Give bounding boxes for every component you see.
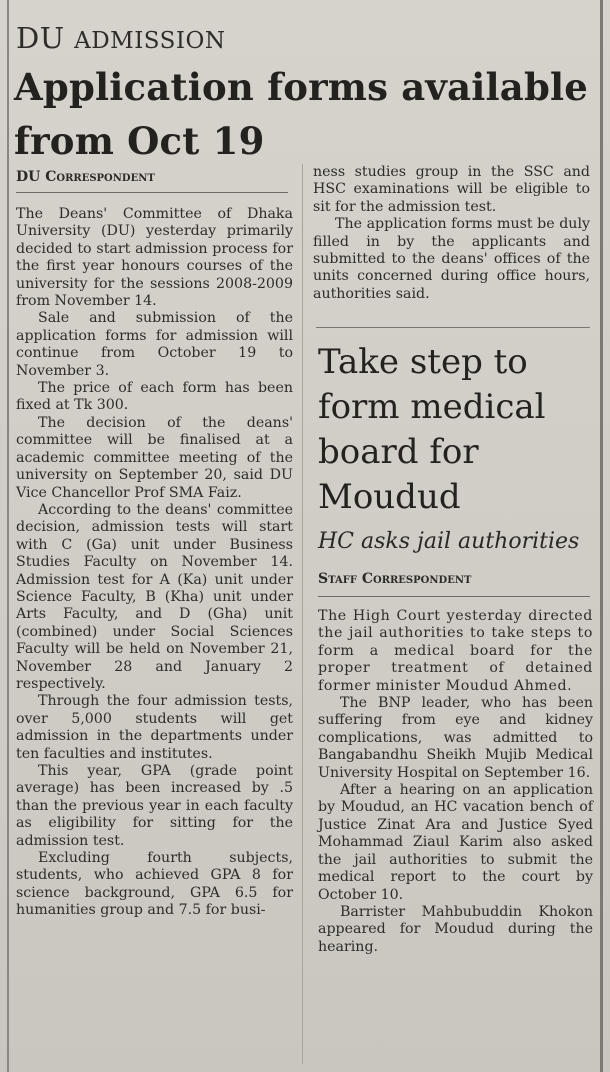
paragraph: The application forms must be duly filled in by the applicants and submitted to the deans' offices of the units concerned during office hours, authorities said.	[313, 216, 590, 302]
paragraph: The Deans' Committee of Dhaka University (DU) yesterday primarily decided to start admission process for the first year honours courses of the university for the sessions 2008-2009 from November 14.	[16, 206, 293, 310]
paragraph: Barrister Mahbubuddin Khokon appeared for Moudud during the hearing.	[318, 903, 593, 955]
article-separator	[316, 327, 590, 328]
headline-medical-board: Take step to form medical board for Moudud	[318, 342, 546, 517]
page-border-left	[7, 0, 9, 1072]
paragraph: Excluding fourth subjects, students, who achieved GPA 8 for science background, GPA 6.5 for humanities group and 7.5 for busi-	[16, 850, 293, 919]
byline-staff-correspondent: Staff Correspondent	[318, 570, 590, 597]
paragraph: Sale and submission of the application forms for admission will continue from October 19 to November 3.	[16, 310, 293, 379]
paragraph: The BNP leader, who has been suffering from eye and kidney complications, was admitted to Bangabandhu Sheikh Mujib Medical University Hospital on September 16.	[318, 695, 593, 781]
section-kicker	[16, 22, 225, 57]
paragraph: The price of each form has been fixed at Tk 300.	[16, 380, 293, 414]
byline-du-correspondent: DU Correspondent	[16, 168, 288, 193]
column-divider	[302, 164, 303, 1064]
page-border-right	[600, 0, 603, 1072]
paragraph: Through the four admission tests, over 5,000 students will get admission in the departments under ten faculties and institutes.	[16, 693, 293, 762]
paragraph: ness studies group in the SSC and HSC examinations will be eligible to sit for the admission test.	[313, 164, 590, 215]
paragraph: The decision of the deans' committee will be finalised at a academic committee meeting of the university on September 20, said DU Vice Chancellor Prof SMA Faiz.	[16, 414, 293, 501]
kicker-du: DU	[16, 21, 65, 55]
headline-application-forms: Application forms available from Oct 19	[14, 65, 589, 163]
article1-column-left	[16, 206, 293, 920]
kicker-admission: ADMISSION	[74, 28, 226, 54]
article1-column-right	[313, 164, 590, 303]
paragraph: The High Court yesterday directed the jail authorities to take steps to form a medical board for the proper treatment of detained former minister Moudud Ahmed.	[318, 608, 593, 694]
paragraph: According to the deans' committee decision, admission tests will start with C (Ga) unit under Business Studies Faculty on November 14. Admission test for A (Ka) unit under Science Faculty, B (Kha) unit under Arts Faculty, and D (Gha) unit (combined) under Social Sciences Faculty will be held on November 21, November 28 and January 2 respectively.	[16, 501, 293, 692]
deck-hc-asks: HC asks jail authorities	[318, 529, 580, 554]
paragraph: This year, GPA (grade point average) has been increased by .5 than the previous year in each faculty as eligibility for sitting for the admission test.	[16, 763, 293, 849]
article2-body	[318, 608, 593, 956]
paragraph: After a hearing on an application by Moudud, an HC vacation bench of Justice Zinat Ara and Justice Syed Mohammad Ziaul Karim also asked the jail authorities to submit the medical report to the court by October 10.	[318, 782, 593, 903]
